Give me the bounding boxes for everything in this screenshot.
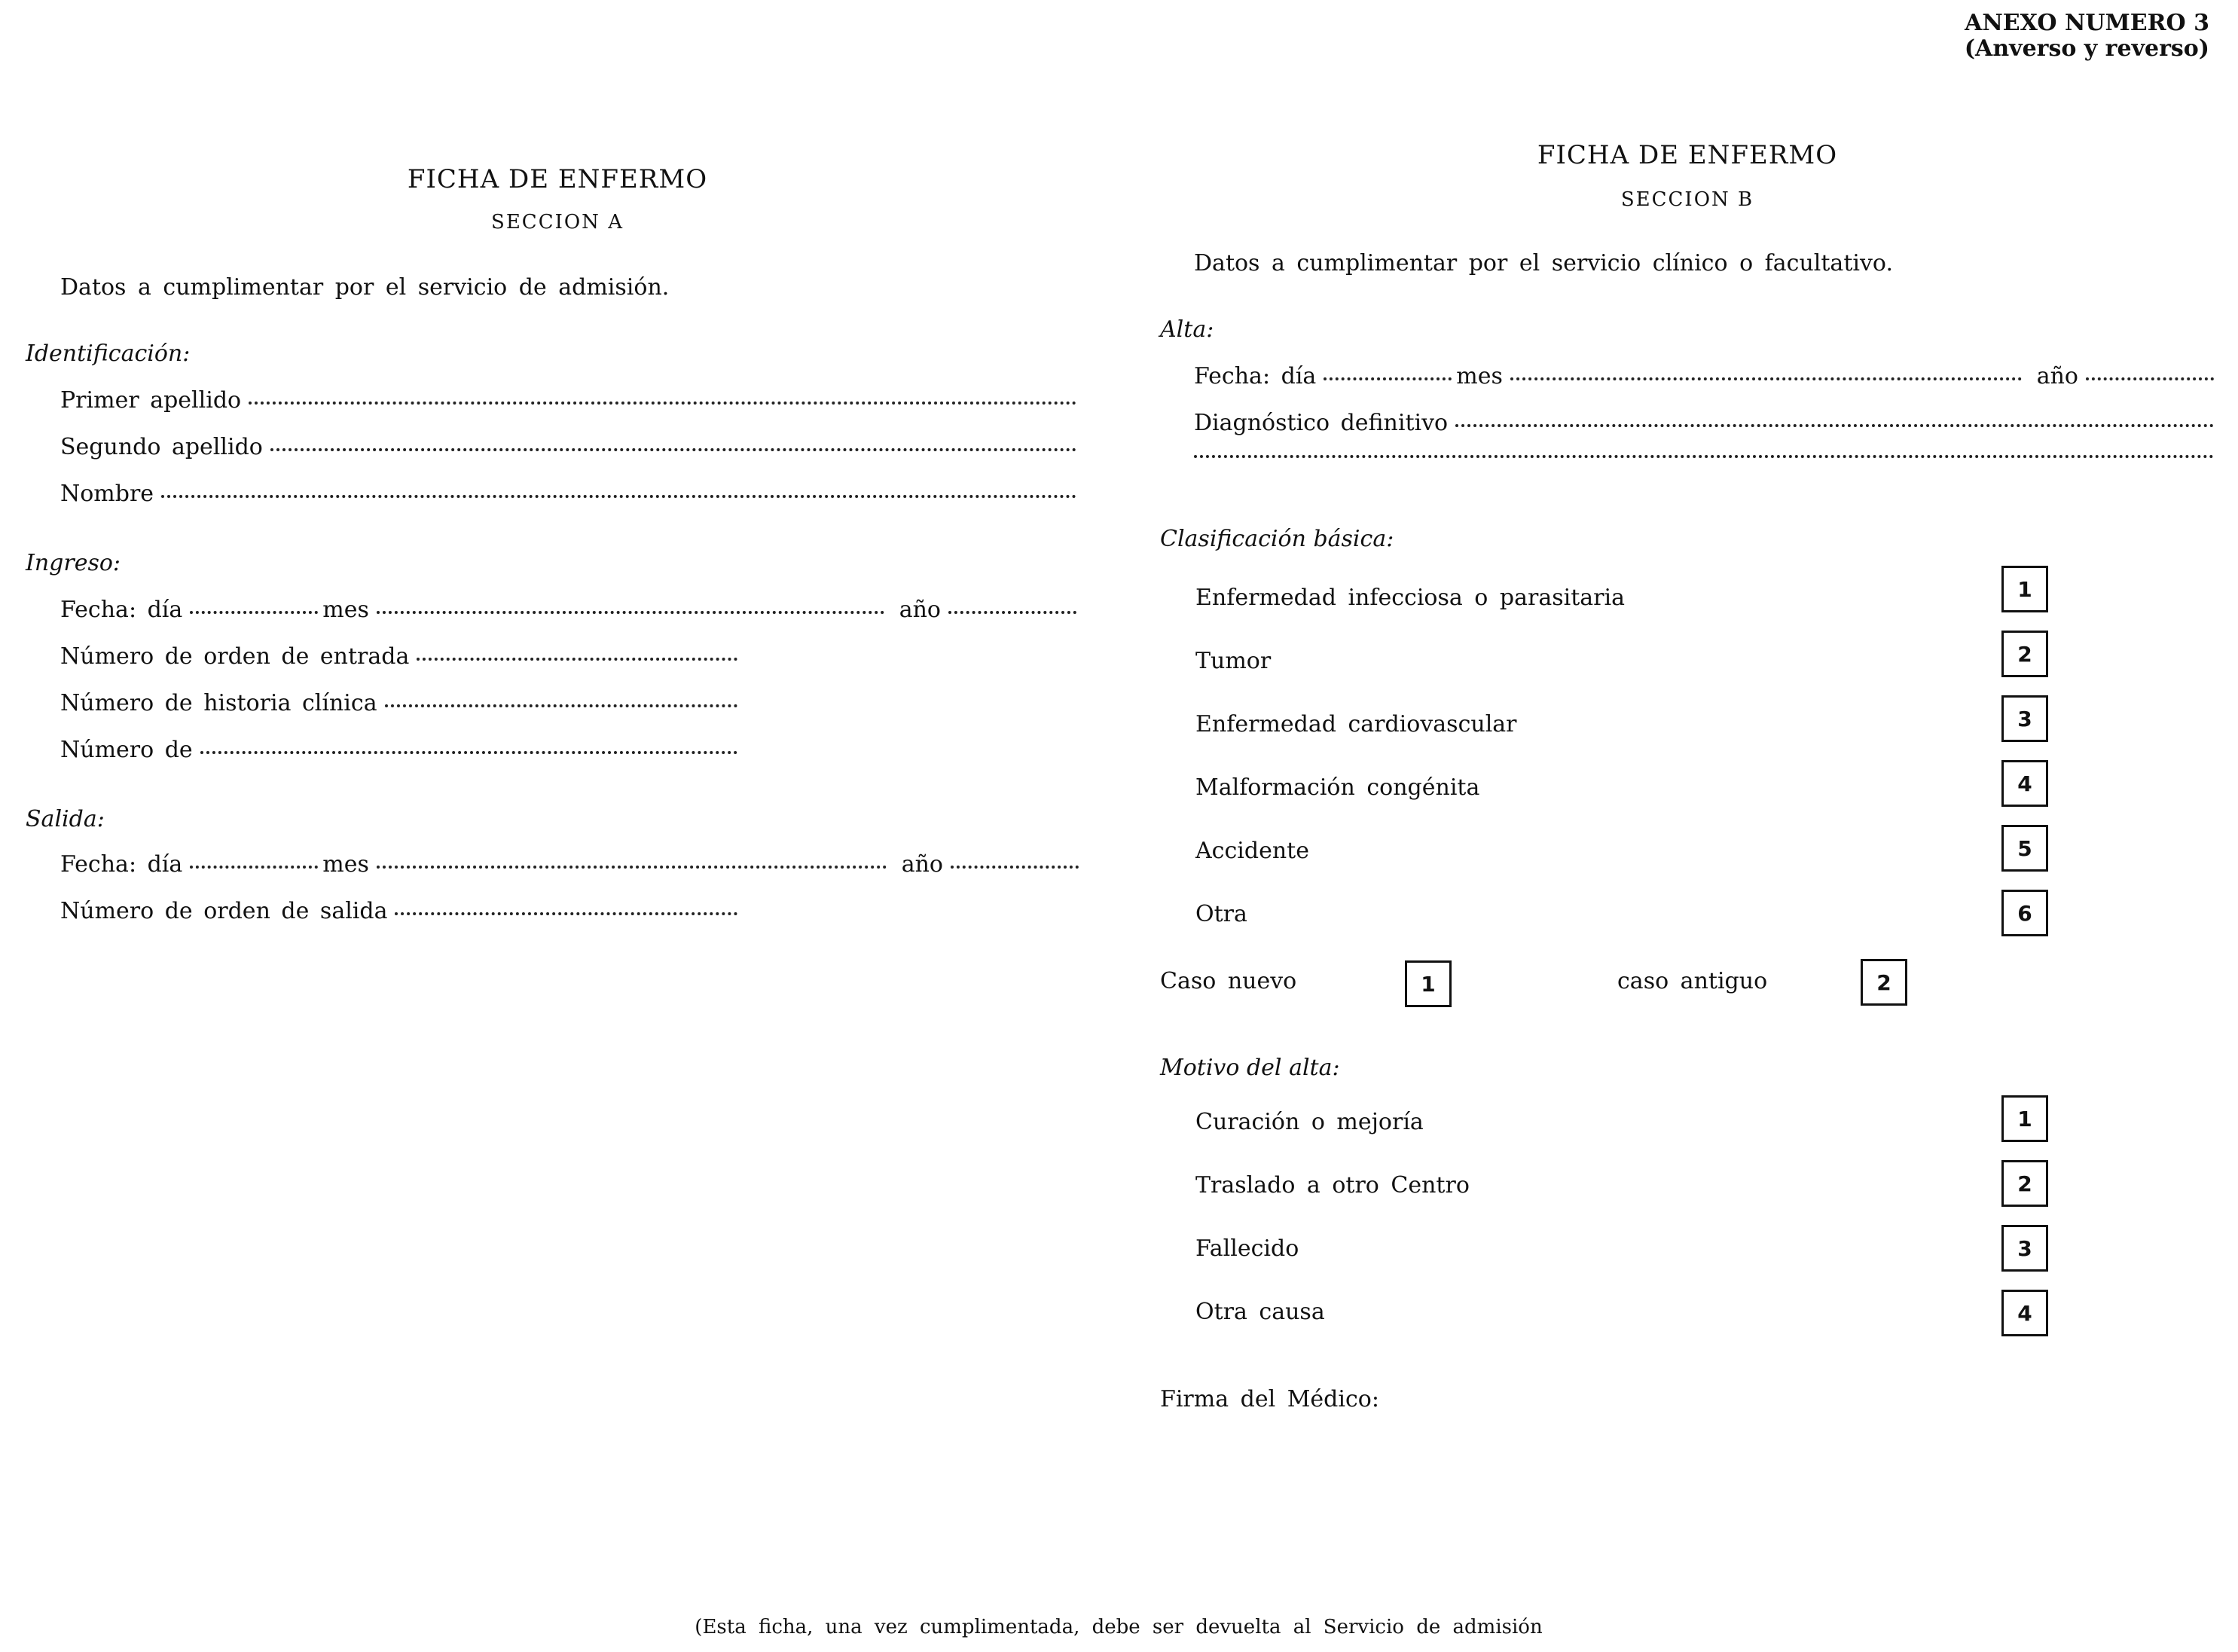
nombre-row[interactable]	[60, 481, 1081, 507]
ingreso-anio-label: año	[899, 597, 941, 623]
section-a-intro: Datos a cumplimentar por el servicio de admisión.	[60, 274, 670, 301]
salida-anio-field[interactable]	[951, 866, 1079, 869]
segundo-apellido-label: Segundo apellido	[60, 434, 263, 460]
clasificacion-checkbox[interactable]: 4	[2001, 760, 2048, 807]
section-b-subtitle: SECCION B	[1620, 188, 1754, 211]
salida-mes-field[interactable]	[377, 866, 887, 869]
salida-anio-label: año	[901, 851, 943, 878]
ingreso-fecha-label: Fecha: día	[60, 597, 183, 623]
motivo-item-label: Fallecido	[1195, 1235, 1299, 1262]
alta-dia-field[interactable]	[1324, 377, 1452, 380]
annex-note: (Anverso y reverso)	[1964, 35, 2209, 62]
clasificacion-item-label: Accidente	[1195, 838, 1309, 864]
numero-orden-salida-row[interactable]	[60, 898, 742, 924]
motivo-heading: Motivo del alta:	[1160, 1055, 1340, 1081]
numero-historia-row[interactable]	[60, 690, 742, 716]
diagnostico-continuation-field[interactable]	[1194, 455, 2214, 458]
motivo-checkbox[interactable]: 1	[2001, 1095, 2048, 1142]
numero-orden-entrada-field[interactable]	[417, 658, 737, 661]
caso-antiguo-checkbox[interactable]: 2	[1861, 959, 1907, 1006]
numero-orden-salida-label: Número de orden de salida	[60, 898, 388, 924]
numero-de-row[interactable]	[60, 737, 742, 763]
nombre-label: Nombre	[60, 481, 154, 507]
annex-header	[1965, 11, 2209, 62]
motivo-item-label: Traslado a otro Centro	[1195, 1172, 1470, 1199]
motivo-checkbox[interactable]: 4	[2001, 1290, 2048, 1336]
clasificacion-checkbox[interactable]: 6	[2001, 890, 2048, 936]
clasificacion-item-label: Malformación congénita	[1195, 774, 1480, 801]
firma-medico-label: Firma del Médico:	[1160, 1386, 1379, 1412]
alta-fecha-label: Fecha: día	[1194, 363, 1317, 389]
motivo-item-label: Otra causa	[1195, 1299, 1325, 1325]
nombre-field[interactable]	[161, 495, 1076, 498]
numero-orden-salida-field[interactable]	[395, 912, 737, 915]
primer-apellido-label: Primer apellido	[60, 387, 242, 414]
ingreso-fecha-row[interactable]	[60, 597, 1081, 623]
clasificacion-checkbox[interactable]: 5	[2001, 825, 2048, 872]
section-b-intro: Datos a cumplimentar por el servicio clínico o facultativo.	[1194, 250, 1893, 276]
primer-apellido-row[interactable]	[60, 387, 1081, 414]
section-a-subtitle: SECCION A	[491, 211, 624, 234]
ingreso-mes-field[interactable]	[377, 611, 884, 614]
salida-fecha-label: Fecha: día	[60, 851, 183, 878]
primer-apellido-field[interactable]	[249, 402, 1076, 405]
identificacion-heading: Identificación:	[26, 340, 191, 367]
clasificacion-item-label: Enfermedad infecciosa o parasitaria	[1195, 585, 1625, 611]
alta-anio-field[interactable]	[2086, 377, 2214, 380]
alta-mes-label: mes	[1456, 363, 1503, 389]
alta-anio-label: año	[2036, 363, 2078, 389]
caso-antiguo-label: caso antiguo	[1617, 968, 1768, 994]
numero-historia-field[interactable]	[385, 704, 737, 707]
ingreso-mes-label: mes	[322, 597, 369, 623]
numero-de-field[interactable]	[200, 751, 737, 754]
section-a-title: FICHA DE ENFERMO	[407, 164, 708, 194]
diagnostico-label: Diagnóstico definitivo	[1194, 410, 1449, 436]
motivo-item-label: Curación o mejoría	[1195, 1109, 1424, 1135]
numero-de-label: Número de	[60, 737, 193, 763]
motivo-checkbox[interactable]: 2	[2001, 1160, 2048, 1207]
clasificacion-checkbox[interactable]: 3	[2001, 695, 2048, 742]
alta-mes-field[interactable]	[1510, 377, 2022, 380]
ingreso-heading: Ingreso:	[26, 550, 121, 576]
footer-note: (Esta ficha, una vez cumplimentada, debe ser devuelta al Servicio de admisión	[695, 1616, 1543, 1638]
salida-heading: Salida:	[26, 806, 105, 832]
clasificacion-heading: Clasificación básica:	[1160, 526, 1394, 552]
diagnostico-field[interactable]	[1455, 424, 2214, 427]
alta-fecha-row[interactable]	[1194, 363, 2218, 389]
caso-nuevo-checkbox[interactable]: 1	[1405, 960, 1452, 1007]
diagnostico-row[interactable]	[1194, 410, 2218, 436]
clasificacion-checkbox[interactable]: 1	[2001, 566, 2048, 612]
diagnostico-continuation-row[interactable]	[1194, 458, 2218, 461]
motivo-checkbox[interactable]: 3	[2001, 1225, 2048, 1272]
salida-dia-field[interactable]	[190, 866, 318, 869]
salida-fecha-row[interactable]	[60, 851, 1083, 878]
annex-number: ANEXO NUMERO 3	[1965, 10, 2209, 36]
ingreso-dia-field[interactable]	[190, 611, 318, 614]
numero-orden-entrada-label: Número de orden de entrada	[60, 643, 410, 670]
section-b-title: FICHA DE ENFERMO	[1537, 140, 1838, 170]
clasificacion-item-label: Tumor	[1195, 648, 1272, 674]
numero-historia-label: Número de historia clínica	[60, 690, 377, 716]
segundo-apellido-row[interactable]	[60, 434, 1081, 460]
segundo-apellido-field[interactable]	[270, 448, 1076, 451]
alta-heading: Alta:	[1160, 316, 1214, 343]
numero-orden-entrada-row[interactable]	[60, 643, 742, 670]
clasificacion-checkbox[interactable]: 2	[2001, 631, 2048, 677]
caso-nuevo-label: Caso nuevo	[1160, 968, 1297, 994]
clasificacion-item-label: Otra	[1195, 901, 1247, 927]
clasificacion-item-label: Enfermedad cardiovascular	[1195, 711, 1517, 737]
ingreso-anio-field[interactable]	[948, 611, 1076, 614]
salida-mes-label: mes	[322, 851, 369, 878]
